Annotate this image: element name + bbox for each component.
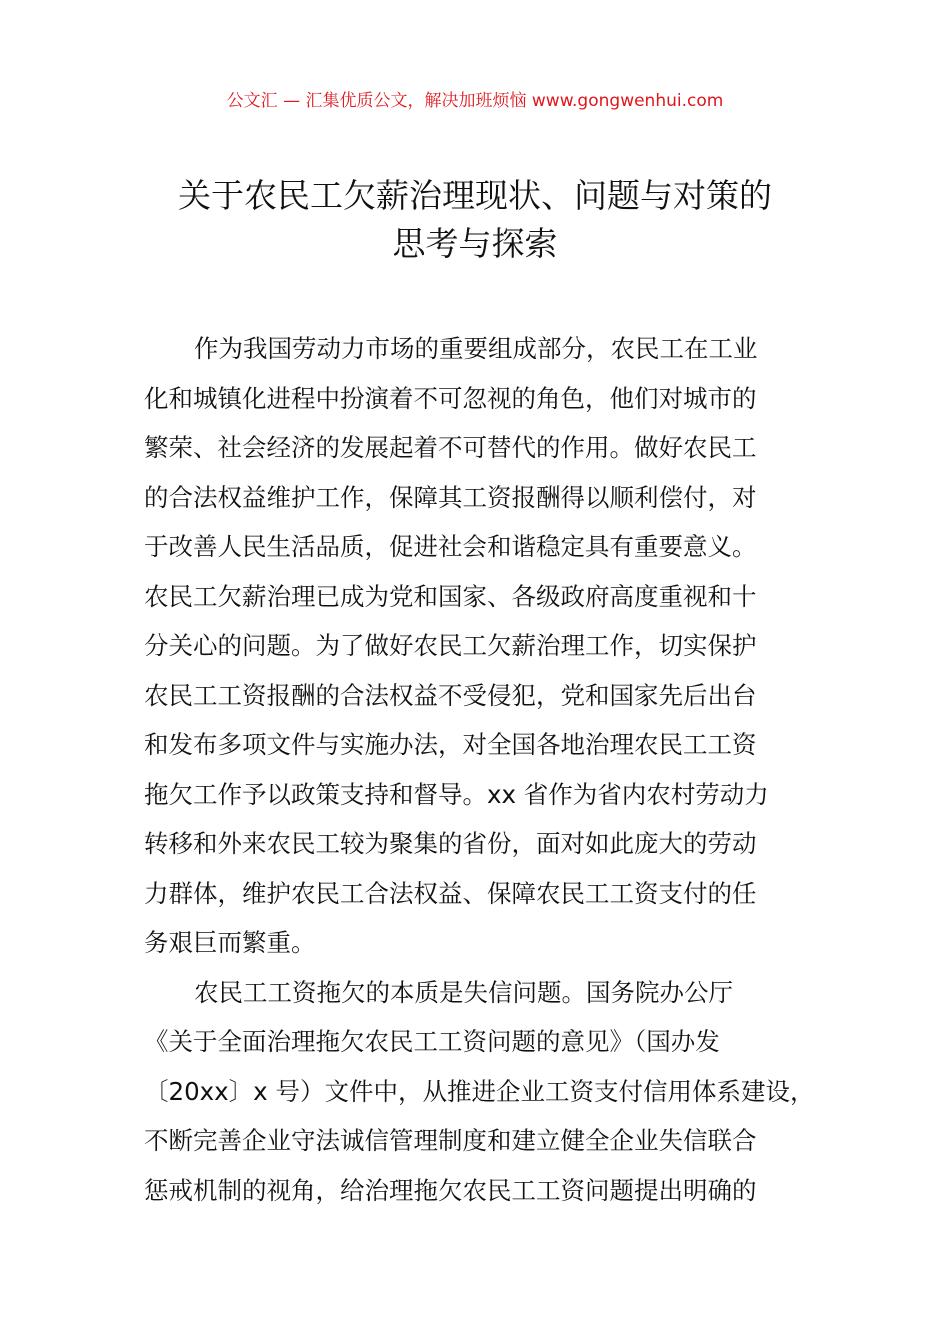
paragraph-1 — [144, 324, 834, 968]
text-line: 拖欠工作予以政策支持和督导。xx 省作为省内农村劳动力 — [144, 779, 769, 809]
text-line: 作为我国劳动力市场的重要组成部分，农民工在工业 — [194, 334, 758, 363]
watermark-banner: 公文汇 — 汇集优质公文，解决加班烦恼 www.gongwenhui.com — [226, 91, 724, 111]
title-line-2: 思考与探索 — [392, 224, 558, 263]
text-line: 和发布多项文件与实施办法，对全国各地治理农民工工资 — [144, 730, 757, 759]
text-line: 〔20xx〕x 号）文件中，从推进企业工资支付信用体系建设， — [144, 1076, 815, 1106]
text-line: 不断完善企业守法诚信管理制度和建立健全企业失信联合 — [144, 1126, 757, 1155]
text-line: 务艰巨而繁重。 — [144, 928, 316, 957]
paragraph-2 — [144, 968, 834, 1216]
text-line: 力群体，维护农民工合法权益、保障农民工工资支付的任 — [144, 878, 757, 908]
text-line: 于改善人民生活品质，促进社会和谐稳定具有重要意义。 — [144, 532, 757, 561]
title-line-1: 关于农民工欠薪治理现状、问题与对策的 — [178, 176, 772, 215]
text-line: 繁荣、社会经济的发展起着不可替代的作用。做好农民工 — [144, 433, 757, 462]
text-line: 农民工欠薪治理已成为党和国家、各级政府高度重视和十 — [144, 581, 757, 611]
text-line: 化和城镇化进程中扮演着不可忽视的角色，他们对城市的 — [144, 383, 757, 413]
text-line: 惩戒机制的视角，给治理拖欠农民工工资问题提出明确的 — [144, 1175, 757, 1205]
text-line: 转移和外来农民工较为聚集的省份，面对如此庞大的劳动 — [144, 829, 757, 858]
document-body — [144, 324, 834, 1215]
text-line: 《关于全面治理拖欠农民工工资问题的意见》（国办发 — [144, 1027, 720, 1056]
document-title — [120, 172, 830, 268]
text-line: 农民工工资报酬的合法权益不受侵犯，党和国家先后出台 — [144, 680, 757, 710]
text-line: 的合法权益维护工作，保障其工资报酬得以顺利偿付，对 — [144, 482, 757, 512]
text-line: 农民工工资拖欠的本质是失信问题。国务院办公厅 — [194, 977, 733, 1007]
text-line: 分关心的问题。为了做好农民工欠薪治理工作，切实保护 — [144, 631, 757, 660]
